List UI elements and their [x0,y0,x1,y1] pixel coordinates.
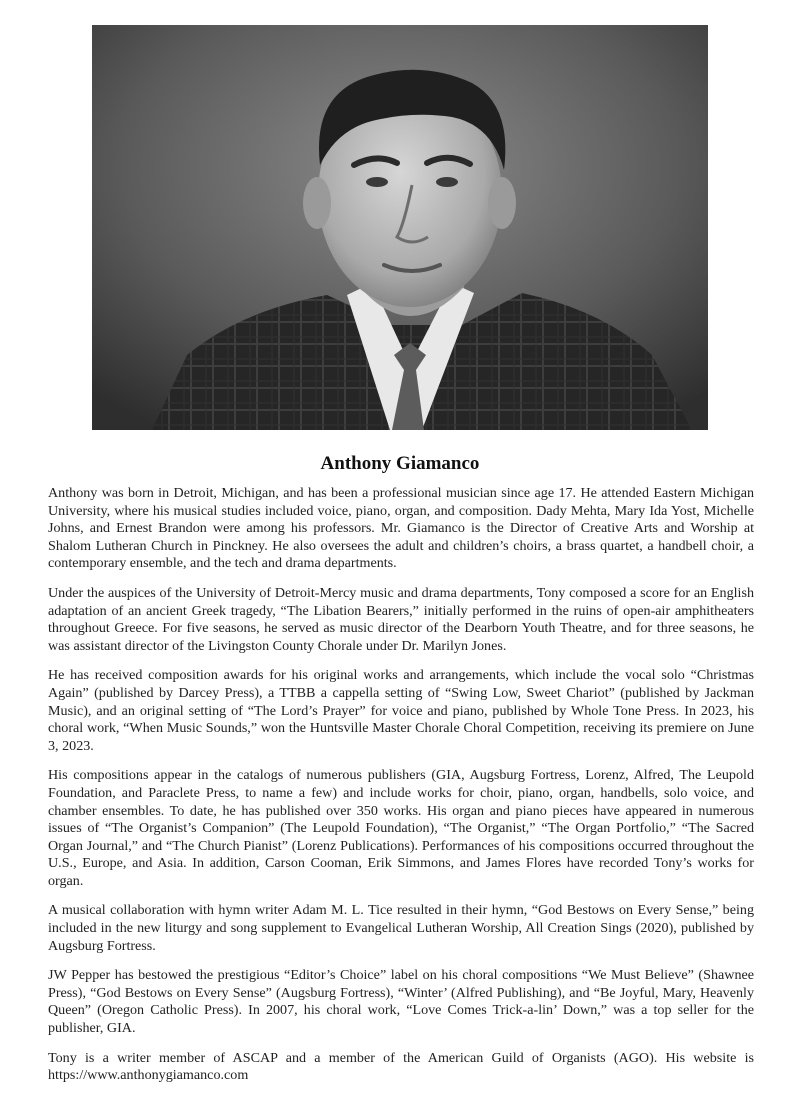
bio-paragraph: JW Pepper has bestowed the prestigious “Editor’s Choice” label on his choral compositions “We Must Believe” (Shawnee Press), “God Bestows on Every Sense” (Augsburg Fortress), “Winter’ (Alfred Publishing), and “Be Joyful, Mary, Heavenly Queen” (Oregon Catholic Press). In 2007, his choral work, “Love Comes Trick-a-lin’ Down,” was a top seller for the publisher, GIA. [48,967,754,1037]
biography-text [48,485,754,1097]
bio-paragraph: A musical collaboration with hymn writer Adam M. L. Tice resulted in their hymn, “God Bestows on Every Sense,” being included in the new liturgy and song supplement to Evangelical Lutheran Worship, All Creation Sings (2020), published by Augsburg Fortress. [48,902,754,954]
bio-paragraph: Anthony was born in Detroit, Michigan, and has been a professional musician since age 17. He attended Eastern Michigan University, where his musical studies included voice, piano, organ, and composition. Dady Mehta, Mary Ida Yost, Michelle Johns, and Ernest Brandon were among his professors. Mr. Giamanco is the Director of Creative Arts and Worship at Shalom Lutheran Church in Pinckney. He also oversees the adult and children’s choirs, a brass quartet, a handbell choir, a contemporary ensemble, and the tech and drama departments. [48,485,754,572]
bio-paragraph: His compositions appear in the catalogs of numerous publishers (GIA, Augsburg Fortress, Lorenz, Alfred, The Leupold Foundation, and Paraclete Press, to name a few) and include works for choir, piano, organ, handbells, solo voice, and chamber ensembles. To date, he has published over 350 works. His organ and piano pieces have appeared in numerous issues of “The Organist’s Companion” (The Leupold Foundation), “The Organist,” “The Organ Portfolio,” “The Sacred Organ Journal,” and “The Church Pianist” (Lorenz Publications). Performances of his compositions occurred throughout the U.S., Europe, and Asia. In addition, Carson Cooman, Erik Simmons, and James Flores have recorded Tony’s works for organ. [48,767,754,889]
bio-paragraph: Under the auspices of the University of Detroit-Mercy music and drama departments, Tony composed a score for an English adaptation of an ancient Greek tragedy, “The Libation Bearers,” initially performed in the ruins of open-air amphitheaters throughout Greece. For five seasons, he served as music director of the Dearborn Youth Theatre, and for three seasons, he was assistant director of the Livingston County Chorale under Dr. Marilyn Jones. [48,584,754,654]
portrait-photo [92,25,708,430]
person-name-heading: Anthony Giamanco [320,453,480,474]
bio-paragraph-website: Tony is a writer member of ASCAP and a member of the American Guild of Organists (AGO). His website is https://www.anthonygiamanco.com [48,1049,754,1084]
portrait-illustration [92,25,708,430]
bio-paragraph: He has received composition awards for his original works and arrangements, which include the vocal solo “Christmas Again” (published by Darcey Press), a TTBB a cappella setting of “Swing Low, Sweet Chariot” (published by Jackman Music), and an original setting of “The Lord’s Prayer” for voice and piano, published by Whole Tone Press. In 2023, his choral work, “When Music Sounds,” won the Huntsville Master Chorale Choral Competition, receiving its premiere on June 3, 2023. [48,667,754,754]
